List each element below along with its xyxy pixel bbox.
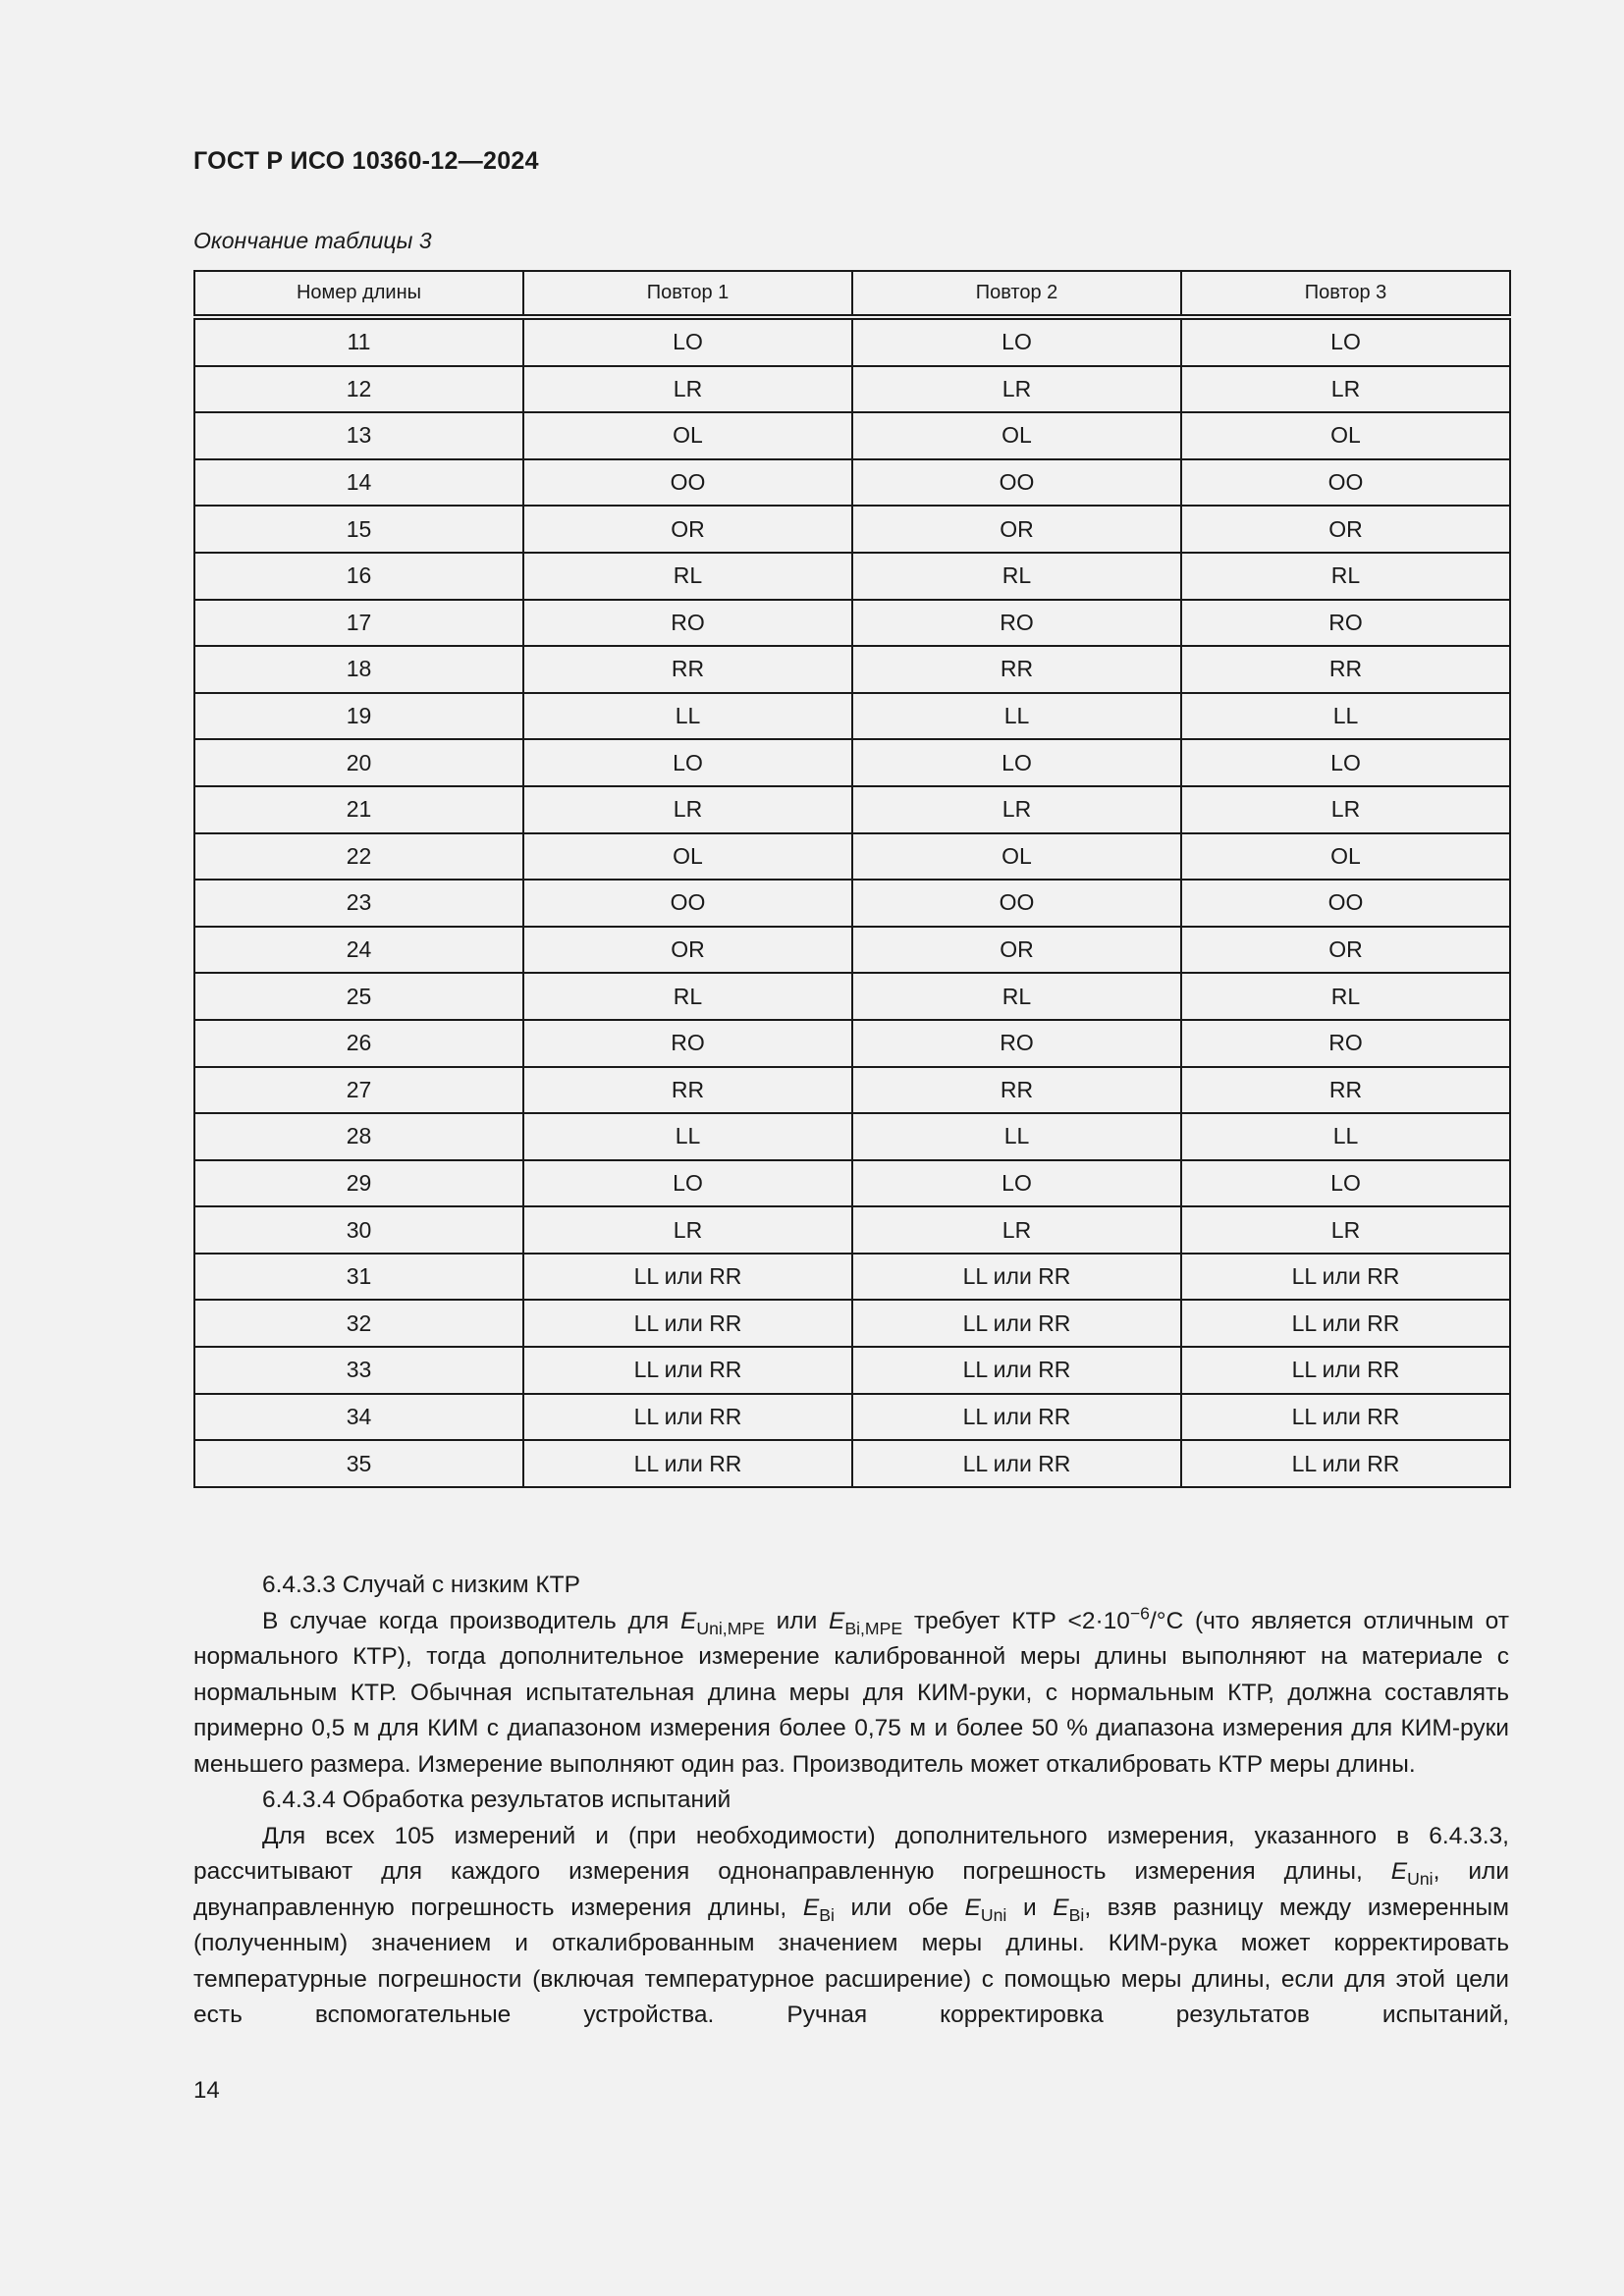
cell-length-number: 19	[194, 693, 523, 740]
cell-repeat-2: LR	[852, 1206, 1181, 1254]
cell-repeat-1: LO	[523, 739, 852, 786]
cell-repeat-1: RL	[523, 973, 852, 1020]
table-row	[194, 1254, 1510, 1301]
table-row	[194, 1020, 1510, 1067]
subscript-uni: Uni	[980, 1904, 1007, 1925]
cell-length-number: 28	[194, 1113, 523, 1160]
cell-repeat-3: OL	[1181, 412, 1510, 459]
cell-length-number: 15	[194, 506, 523, 553]
table-row	[194, 927, 1510, 974]
symbol-e: E	[964, 1894, 981, 1921]
table-row	[194, 1067, 1510, 1114]
document-header: ГОСТ Р ИСО 10360-12—2024	[193, 147, 539, 175]
cell-length-number: 26	[194, 1020, 523, 1067]
cell-repeat-1: RO	[523, 600, 852, 647]
superscript-exponent: −6	[1129, 1602, 1150, 1623]
table-row	[194, 973, 1510, 1020]
table-row	[194, 646, 1510, 693]
cell-repeat-1: LL	[523, 1113, 852, 1160]
cell-repeat-3: RR	[1181, 646, 1510, 693]
cell-length-number: 23	[194, 880, 523, 927]
table-row	[194, 1300, 1510, 1347]
table-caption: Окончание таблицы 3	[193, 228, 432, 253]
symbol-e: E	[802, 1894, 820, 1921]
table-row	[194, 833, 1510, 881]
cell-length-number: 30	[194, 1206, 523, 1254]
cell-repeat-2: LL или RR	[852, 1254, 1181, 1301]
cell-repeat-2: LL или RR	[852, 1300, 1181, 1347]
cell-length-number: 16	[194, 553, 523, 600]
cell-length-number: 17	[194, 600, 523, 647]
subscript-bi: Bi	[819, 1904, 835, 1925]
cell-length-number: 25	[194, 973, 523, 1020]
cell-repeat-2: RL	[852, 553, 1181, 600]
cell-repeat-3: OR	[1181, 927, 1510, 974]
table-row	[194, 553, 1510, 600]
cell-repeat-3: LO	[1181, 739, 1510, 786]
table-row	[194, 1394, 1510, 1441]
column-header-length-number: Номер длины	[194, 271, 523, 317]
table-row	[194, 366, 1510, 413]
symbol-e: E	[680, 1607, 697, 1634]
text-run: Для всех 105 измерений и (при необходимости) дополнительного измерения, указанного в 6.4.3.3, рассчитывают для каждого измерения однонаправленную погрешность измерения длины,	[193, 1822, 1509, 1885]
subscript-uni-mpe: Uni,MPE	[696, 1618, 765, 1638]
cell-repeat-2: OO	[852, 459, 1181, 507]
cell-repeat-3: LR	[1181, 786, 1510, 833]
cell-repeat-3: LL или RR	[1181, 1394, 1510, 1441]
section-6-4-3-3-paragraph	[193, 1604, 1509, 1784]
subscript-uni: Uni	[1407, 1869, 1434, 1890]
cell-length-number: 18	[194, 646, 523, 693]
cell-repeat-3: RL	[1181, 973, 1510, 1020]
cell-length-number: 24	[194, 927, 523, 974]
cell-repeat-3: LL или RR	[1181, 1347, 1510, 1394]
cell-repeat-2: LL или RR	[852, 1440, 1181, 1487]
cell-repeat-3: LR	[1181, 366, 1510, 413]
cell-repeat-3: LO	[1181, 317, 1510, 366]
cell-repeat-3: OL	[1181, 833, 1510, 881]
section-6-4-3-4-paragraph	[193, 1819, 1509, 2034]
text-run: /°С (что является отличным от нормального КТР), тогда дополнительное измерение калиброванной меры длины выполняют на материале с нормальным КТР. Обычная испытательная длина меры для КИМ-руки, с нормальным КТР, должна составлять примерно 0,5 м для КИМ с диапазоном измерения более 0,75 м и более 50 % диапазона измерения для КИМ-руки меньшего размера. Измерение выполняют один раз. Производитель может откалибровать КТР меры длины.	[193, 1607, 1509, 1778]
cell-length-number: 27	[194, 1067, 523, 1114]
cell-repeat-2: OR	[852, 506, 1181, 553]
cell-repeat-1: OO	[523, 459, 852, 507]
text-run: требует КТР <2·10	[902, 1607, 1130, 1634]
section-6-4-3-3-heading: 6.4.3.3 Случай с низким КТР	[262, 1572, 580, 1598]
symbol-e: E	[829, 1607, 845, 1634]
cell-repeat-3: LR	[1181, 1206, 1510, 1254]
cell-repeat-2: RR	[852, 1067, 1181, 1114]
cell-repeat-3: OR	[1181, 506, 1510, 553]
text-run: В случае когда производитель для	[262, 1607, 681, 1634]
table-row	[194, 1113, 1510, 1160]
cell-repeat-1: LR	[523, 1206, 852, 1254]
section-6-4-3-4-heading: 6.4.3.4 Обработка результатов испытаний	[262, 1787, 731, 1813]
cell-repeat-1: LL или RR	[523, 1394, 852, 1441]
table-row	[194, 1347, 1510, 1394]
cell-repeat-3: RO	[1181, 600, 1510, 647]
cell-repeat-1: RO	[523, 1020, 852, 1067]
cell-repeat-2: OR	[852, 927, 1181, 974]
cell-repeat-2: OO	[852, 880, 1181, 927]
subscript-bi: Bi	[1068, 1904, 1085, 1925]
cell-repeat-1: LL или RR	[523, 1440, 852, 1487]
cell-repeat-3: LL или RR	[1181, 1440, 1510, 1487]
cell-repeat-2: LR	[852, 366, 1181, 413]
cell-repeat-2: RL	[852, 973, 1181, 1020]
cell-repeat-2: LO	[852, 1160, 1181, 1207]
table-row	[194, 739, 1510, 786]
text-run: или обе	[834, 1894, 965, 1921]
cell-repeat-2: OL	[852, 833, 1181, 881]
cell-repeat-1: LO	[523, 317, 852, 366]
cell-length-number: 14	[194, 459, 523, 507]
cell-repeat-3: LO	[1181, 1160, 1510, 1207]
cell-length-number: 35	[194, 1440, 523, 1487]
cell-repeat-1: OL	[523, 833, 852, 881]
cell-repeat-2: LR	[852, 786, 1181, 833]
table-row	[194, 412, 1510, 459]
cell-repeat-3: RR	[1181, 1067, 1510, 1114]
cell-repeat-1: RR	[523, 646, 852, 693]
cell-length-number: 31	[194, 1254, 523, 1301]
symbol-e: E	[1053, 1894, 1069, 1921]
table-row	[194, 459, 1510, 507]
table-row	[194, 317, 1510, 366]
cell-length-number: 34	[194, 1394, 523, 1441]
cell-repeat-2: LL или RR	[852, 1394, 1181, 1441]
cell-repeat-1: LR	[523, 366, 852, 413]
body-text	[193, 1568, 1509, 2034]
cell-repeat-3: OO	[1181, 880, 1510, 927]
cell-repeat-2: LO	[852, 739, 1181, 786]
cell-length-number: 13	[194, 412, 523, 459]
page-number: 14	[193, 2077, 220, 2104]
repeat-table	[193, 270, 1511, 1488]
cell-repeat-3: RL	[1181, 553, 1510, 600]
cell-repeat-2: RO	[852, 600, 1181, 647]
cell-repeat-1: OL	[523, 412, 852, 459]
cell-repeat-3: OO	[1181, 459, 1510, 507]
text-run: , взяв разницу между измеренным (полученным) значением и откалиброванным значением меры длины. КИМ-рука может корректировать температурные погрешности (включая температурное расширение) с помощью меры длины, если для этой цели есть вспомогательные устройства. Ручная корректировка результатов испытаний,	[193, 1894, 1509, 2028]
cell-length-number: 12	[194, 366, 523, 413]
cell-repeat-2: LO	[852, 317, 1181, 366]
cell-length-number: 21	[194, 786, 523, 833]
table-row	[194, 1206, 1510, 1254]
cell-repeat-2: RO	[852, 1020, 1181, 1067]
cell-repeat-3: LL	[1181, 693, 1510, 740]
cell-length-number: 22	[194, 833, 523, 881]
cell-repeat-2: LL	[852, 693, 1181, 740]
cell-repeat-2: LL или RR	[852, 1347, 1181, 1394]
cell-repeat-2: RR	[852, 646, 1181, 693]
text-run: , или двунаправленную погрешность измерения длины,	[193, 1858, 1510, 1921]
cell-repeat-2: OL	[852, 412, 1181, 459]
cell-length-number: 29	[194, 1160, 523, 1207]
cell-length-number: 20	[194, 739, 523, 786]
column-header-repeat-1: Повтор 1	[523, 271, 852, 317]
cell-repeat-1: RL	[523, 553, 852, 600]
cell-repeat-1: LR	[523, 786, 852, 833]
table-row	[194, 600, 1510, 647]
cell-repeat-1: RR	[523, 1067, 852, 1114]
text-run: и	[1006, 1894, 1054, 1921]
symbol-e: E	[1390, 1858, 1408, 1885]
cell-length-number: 11	[194, 317, 523, 366]
table-row	[194, 786, 1510, 833]
cell-repeat-1: LL или RR	[523, 1347, 852, 1394]
column-header-repeat-2: Повтор 2	[852, 271, 1181, 317]
table-row	[194, 1160, 1510, 1207]
cell-repeat-1: LL или RR	[523, 1254, 852, 1301]
table-row	[194, 1440, 1510, 1487]
table-row	[194, 506, 1510, 553]
table-row	[194, 693, 1510, 740]
cell-repeat-1: LL или RR	[523, 1300, 852, 1347]
cell-repeat-1: OO	[523, 880, 852, 927]
cell-length-number: 33	[194, 1347, 523, 1394]
cell-repeat-2: LL	[852, 1113, 1181, 1160]
column-header-repeat-3: Повтор 3	[1181, 271, 1510, 317]
cell-repeat-1: OR	[523, 927, 852, 974]
cell-repeat-3: RO	[1181, 1020, 1510, 1067]
cell-length-number: 32	[194, 1300, 523, 1347]
text-run: или	[764, 1607, 829, 1634]
table-body	[194, 317, 1510, 1487]
cell-repeat-1: OR	[523, 506, 852, 553]
cell-repeat-3: LL или RR	[1181, 1254, 1510, 1301]
table-header-row	[194, 271, 1510, 317]
cell-repeat-3: LL или RR	[1181, 1300, 1510, 1347]
cell-repeat-1: LO	[523, 1160, 852, 1207]
table-row	[194, 880, 1510, 927]
cell-repeat-3: LL	[1181, 1113, 1510, 1160]
subscript-bi-mpe: Bi,MPE	[844, 1618, 903, 1638]
cell-repeat-1: LL	[523, 693, 852, 740]
